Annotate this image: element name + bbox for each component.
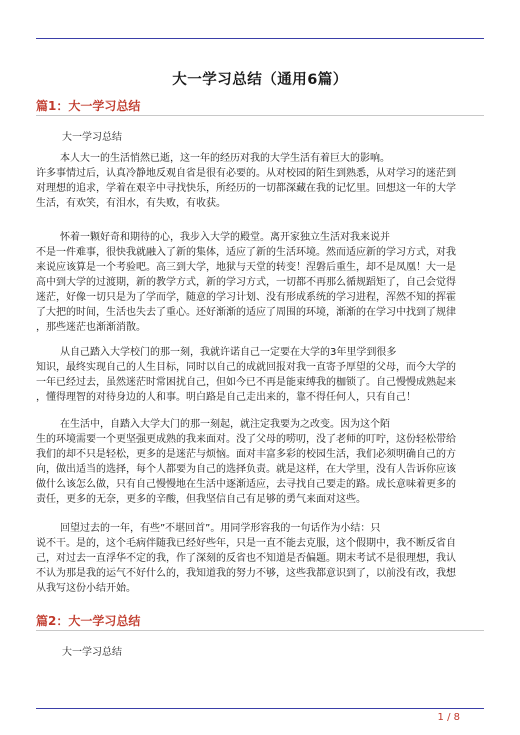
paragraph-line: 己，对过去一直浮华不定的我，作了深刻的反省也不知道是否偏题。期末考试不是很理想，我认: [36, 553, 456, 564]
paragraph-line: 做什么该怎么做，只有自己慢慢地在生活中逐渐适应，去寻找自己要走的路。成长意味着更多的: [36, 479, 456, 490]
paragraph-2: [36, 230, 484, 335]
paragraph-line: 说不干。是的，这个毛病伴随我已经好些年，只是一直不能去克服，这个假期中，我不断反省自: [36, 538, 456, 549]
section-subtitle-2: 大一学习总结: [62, 647, 122, 658]
footer-rule: [36, 708, 484, 709]
paragraph-line: 高中到大学的过渡期，新的教学方式，新的学习方式，一切都不再那么循规蹈矩了，自己会觉得: [36, 277, 456, 288]
paragraph-line: 回望过去的一年，有些”不堪回首”。用同学形容我的一句话作为小结：只: [60, 523, 381, 534]
paragraph-line: 知识，最终实现自己的人生目标，同时以自己的成就回报对我一直寄予厚望的父母，而今大学的: [36, 362, 456, 373]
paragraph-line: 迷茫，好像一切只是为了学而学，随意的学习计划、没有形成系统的学习进程，浑然不知的挥霍: [36, 292, 456, 303]
paragraph-line: 怀着一颗好奇和期待的心，我步入大学的殿堂。离开家独立生活对我来说并: [60, 232, 390, 243]
paragraph-line: 在生活中，自踏入大学大门的那一刻起，就注定我要为之改变。因为这个陌: [60, 419, 390, 430]
section-heading-2: 篇2：大一学习总结: [36, 614, 141, 628]
paragraph-line: 责任，更多的无奈，更多的辛酸，但我坚信自己有足够的勇气来面对这些。: [36, 494, 366, 505]
paragraph-line: 生活，有欢笑，有泪水，有失败，有收获。: [36, 198, 226, 209]
paragraph-line: 一年已经过去，虽然迷茫时常困扰自己，但如今已不再是能束缚我的枷锁了。自己慢慢成熟起来: [36, 377, 456, 388]
section-subtitle-1: 大一学习总结: [62, 132, 122, 143]
page-title: 大一学习总结（通用6篇）: [172, 72, 348, 88]
paragraph-1: [36, 151, 484, 211]
section-heading-1: 篇1：大一学习总结: [36, 99, 141, 113]
paragraph-line: 许多事情过后，认真冷静地反观自省是很有必要的。从对校园的陌生到熟悉，从对学习的迷茫到: [36, 168, 456, 179]
paragraph-line: 生的环境需要一个更坚强更成熟的我来面对。没了父母的唠叨，没了老师的叮咛，这份轻松带给: [36, 434, 456, 445]
section-divider-2: [36, 630, 484, 631]
paragraph-line: ，懂得理智的对待身边的人和事。明白路是自己走出来的，靠不得任何人，只有自己！: [36, 392, 416, 403]
paragraph-line: 来说应该算是一个考验吧。高三到大学，地狱与天堂的转变！涅磐后重生，却不是凤凰！大一是: [36, 262, 456, 273]
paragraph-5: [36, 521, 484, 596]
page-number: 1 / 8: [437, 712, 460, 723]
paragraph-line: 从我写这份小结开始。: [36, 583, 136, 594]
paragraph-line: 本人大一的生活悄然已逝，这一年的经历对我的大学生活有着巨大的影响。: [60, 153, 390, 164]
header-rule: [36, 38, 484, 39]
paragraph-line: 从自己踏入大学校门的那一刻，我就许诺自己一定要在大学的3年里学到很多: [60, 347, 397, 358]
paragraph-line: 不认为那是我的运气不好什么的，我知道我的努力不够，这些我都意识到了，以前没有改，我想: [36, 568, 456, 579]
paragraph-4: [36, 417, 484, 507]
paragraph-line: 我们的却不只是轻松，更多的是迷茫与烦恼。面对丰富多彩的校园生活，我们必须明确自己的方: [36, 449, 456, 460]
paragraph-line: 向，做出适当的选择，每个人都要为自己的选择负责。就是这样，在大学里，没有人告诉你应该: [36, 464, 456, 475]
paragraph-line: 不是一件难事，很快我就融入了新的集体，适应了新的生活环境。然而适应新的学习方式，对我: [36, 247, 456, 258]
paragraph-line: ，那些迷茫也渐渐消散。: [36, 322, 146, 333]
paragraph-line: 对理想的追求，学着在艰辛中寻找快乐，所经历的一切都深藏在我的记忆里。回想这一年的大学: [36, 183, 456, 194]
section-divider-1: [36, 115, 484, 116]
paragraph-3: [36, 345, 484, 405]
paragraph-line: 了大把的时间，生活也失去了重心。还好渐渐的适应了周围的环境，渐渐的在学习中找到了规律: [36, 307, 456, 318]
